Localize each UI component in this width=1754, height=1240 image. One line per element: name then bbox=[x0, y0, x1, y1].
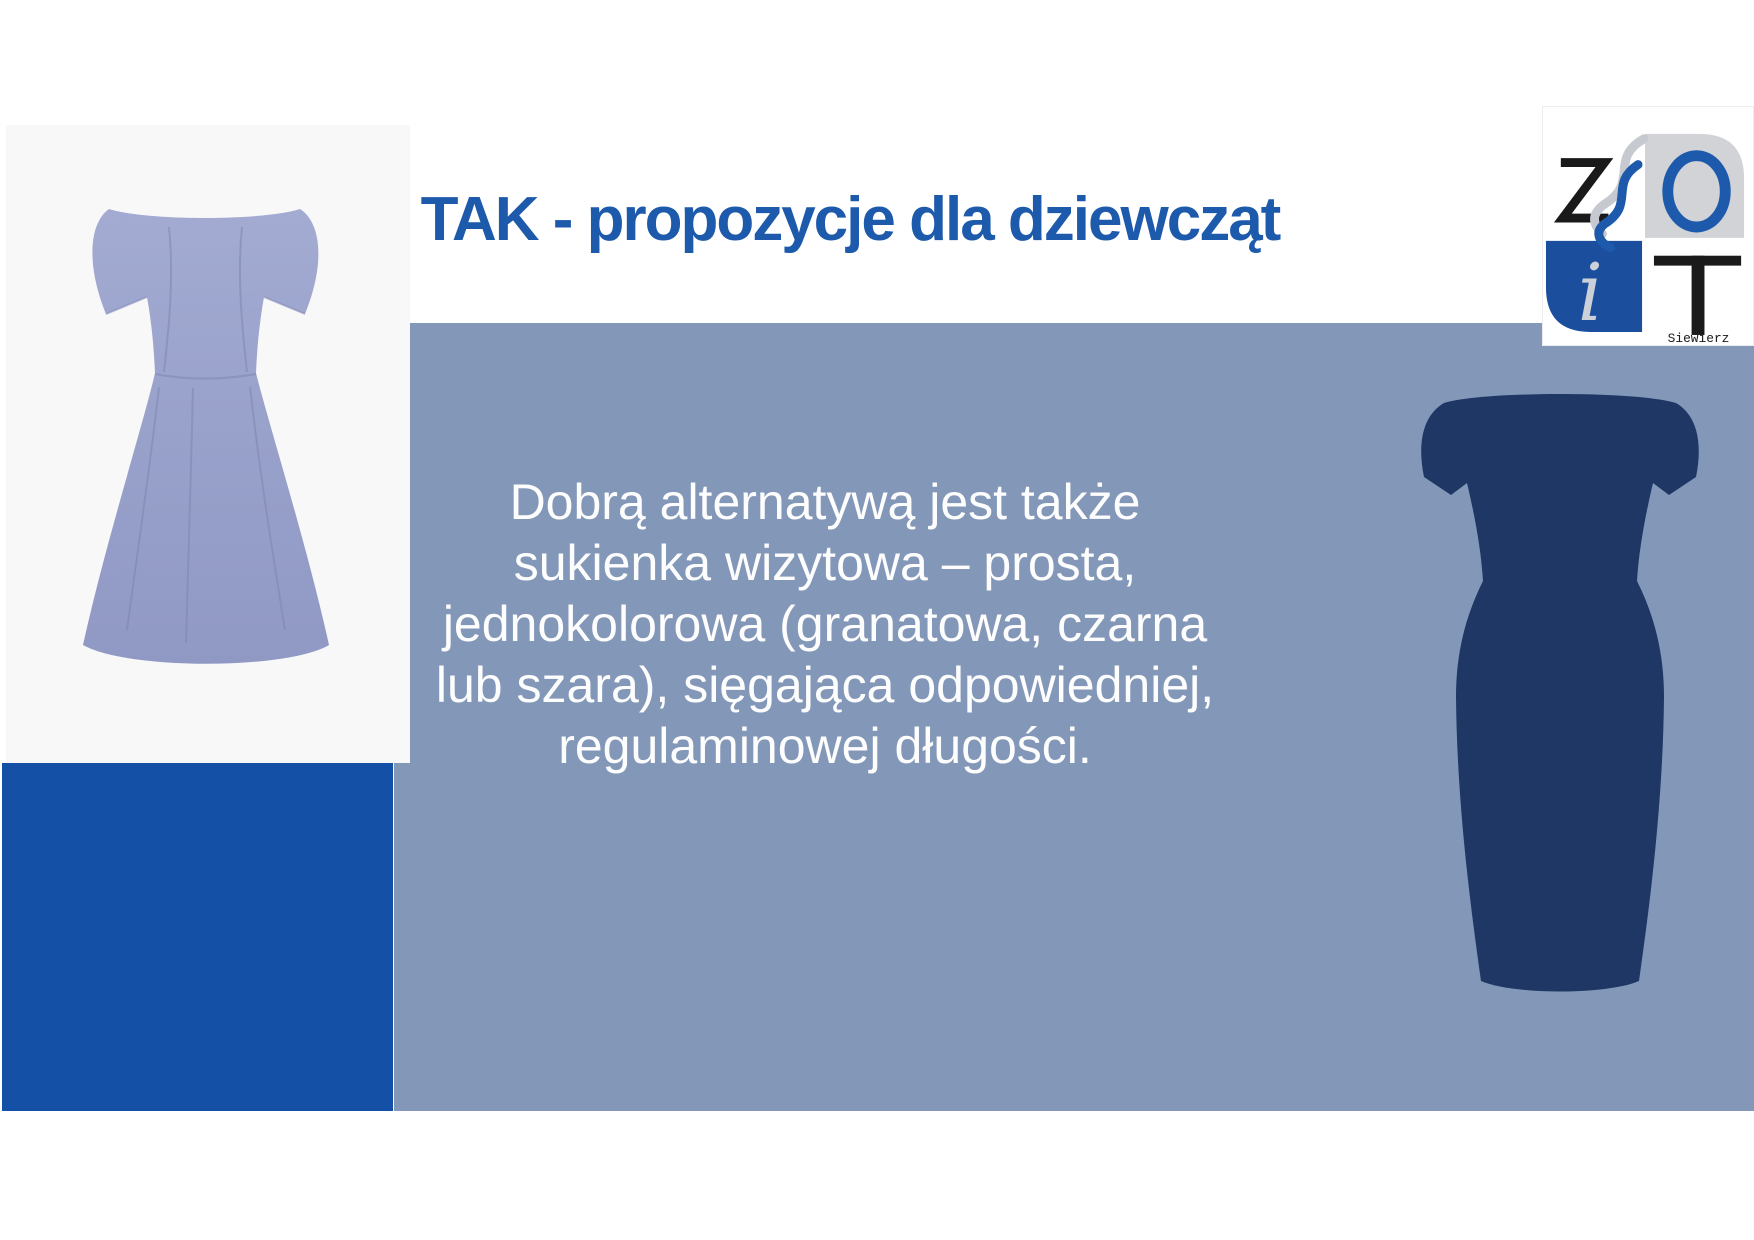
body-text-line: Dobrą alternatywą jest także bbox=[509, 474, 1141, 530]
body-text-line: sukienka wizytowa – prosta, bbox=[513, 535, 1137, 591]
girl-dress-photo-card bbox=[6, 125, 410, 763]
slide-title: TAK - propozycje dla dziewcząt bbox=[420, 185, 1280, 254]
body-text-line: jednokolorowa (granatowa, czarna bbox=[442, 596, 1208, 652]
periwinkle-dress-image bbox=[6, 125, 410, 763]
body-text-line: lub szara), sięgająca odpowiedniej, bbox=[435, 657, 1215, 713]
zsoit-logo-graphic bbox=[1543, 107, 1753, 345]
logo-letter-i: i bbox=[1577, 246, 1604, 340]
body-text bbox=[390, 472, 1260, 777]
decor-rectangle bbox=[2, 763, 393, 1111]
body-text-line: regulaminowej długości. bbox=[558, 718, 1092, 774]
logo-letter-t-icon bbox=[1654, 256, 1741, 335]
school-logo bbox=[1542, 106, 1754, 346]
logo-subtitle: Siewierz bbox=[1667, 330, 1730, 345]
navy-dress-silhouette bbox=[1417, 383, 1707, 998]
